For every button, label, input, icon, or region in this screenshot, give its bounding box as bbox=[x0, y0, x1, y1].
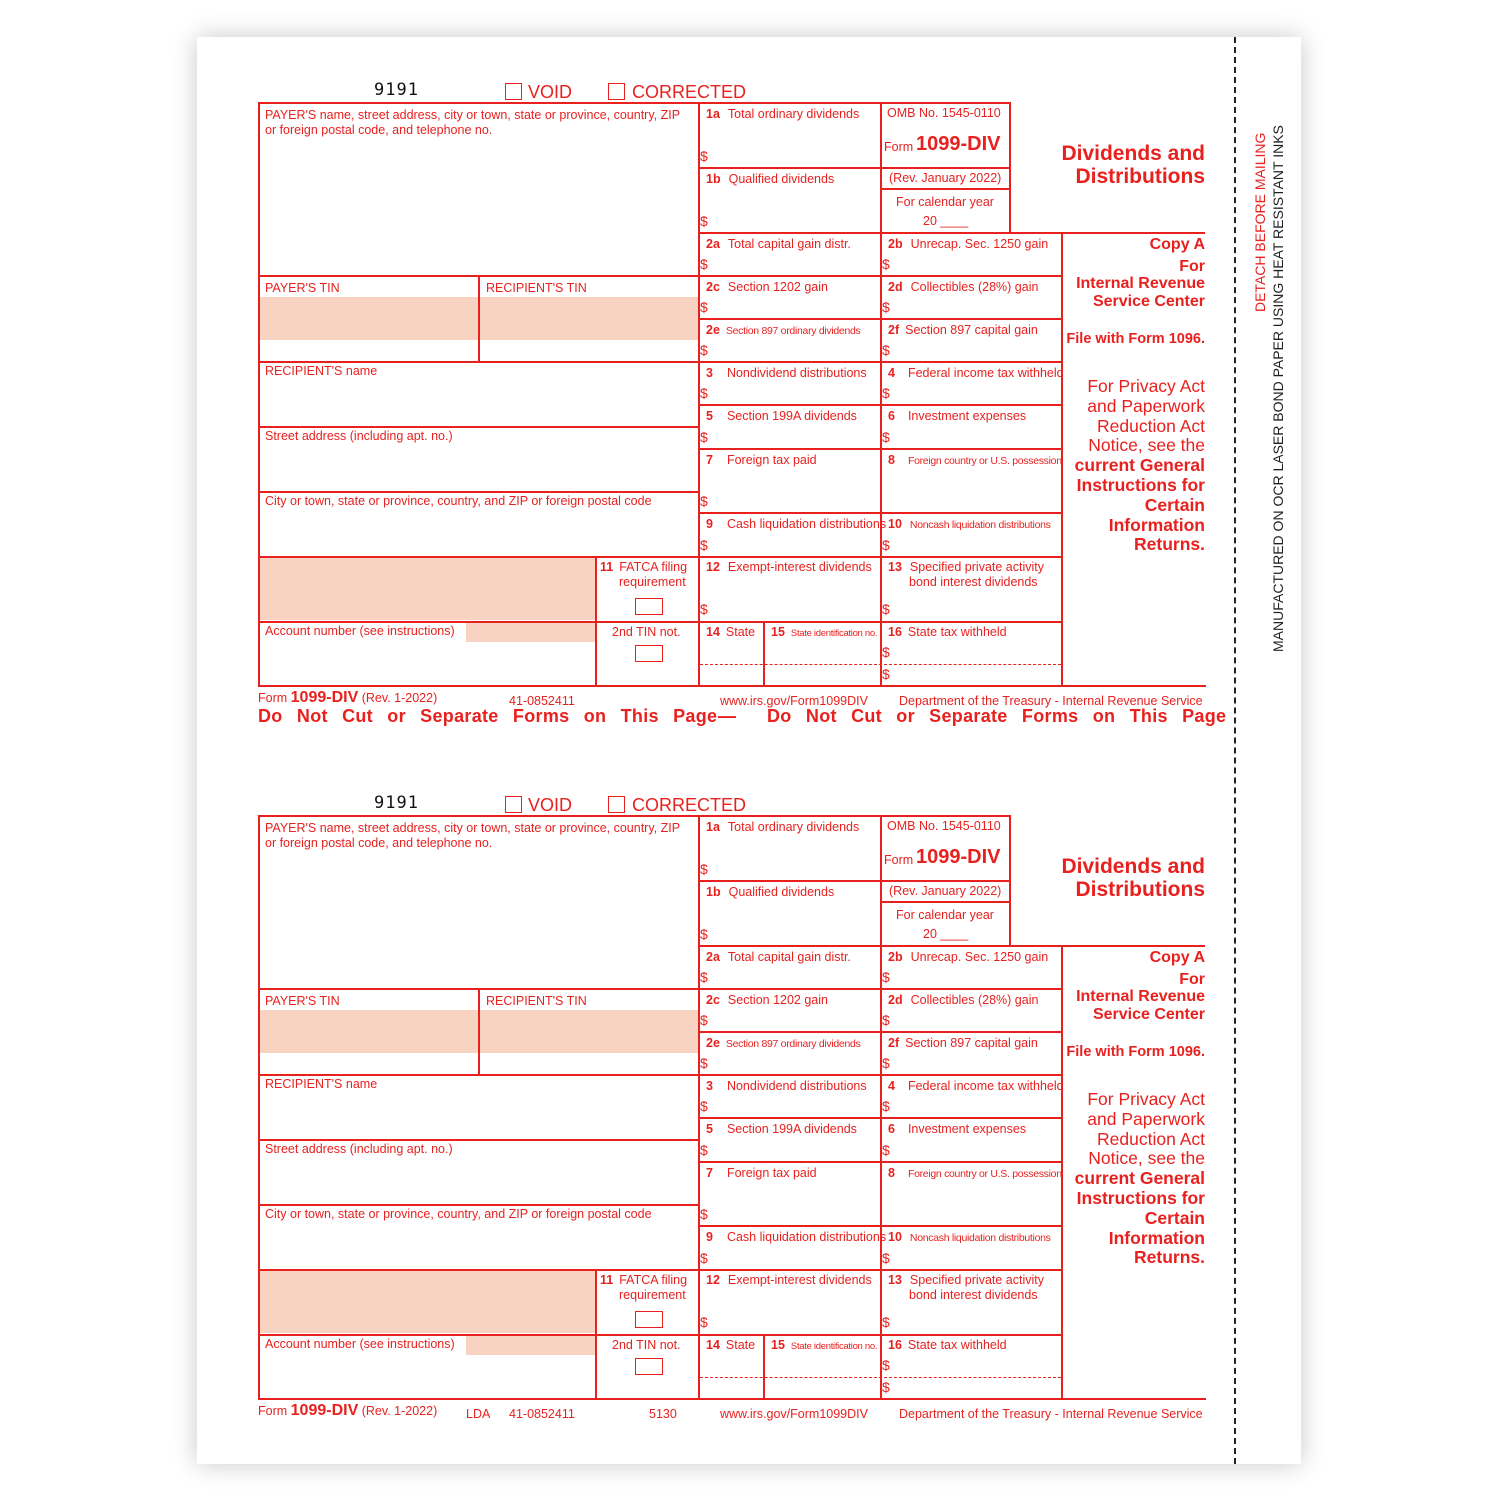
box-14-label: 14 State bbox=[706, 1338, 756, 1352]
box-15-label: 15 State identification no. bbox=[771, 625, 878, 639]
fatca-label-2: requirement bbox=[619, 1288, 686, 1302]
corrected-label: CORRECTED bbox=[632, 82, 747, 102]
footer-lda: LDA bbox=[466, 1407, 491, 1421]
void-checkbox[interactable] bbox=[505, 83, 522, 100]
box-3-dollar: $ bbox=[700, 1098, 708, 1114]
box-16-dollar: $ bbox=[882, 644, 890, 660]
tin-not-label: 2nd TIN not. bbox=[612, 625, 681, 639]
recipient-name-label: RECIPIENT'S name bbox=[265, 364, 378, 378]
payer-name-label-2: or foreign postal code, and telephone no. bbox=[265, 123, 493, 137]
box-13-label: 13 Specified private activity bbox=[888, 1273, 1044, 1287]
recipient-tin-label: RECIPIENT'S TIN bbox=[486, 994, 587, 1008]
form-title: Dividends and Distributions bbox=[1061, 142, 1205, 188]
box-2a-label: 2a Total capital gain distr. bbox=[706, 237, 851, 251]
box-2f-dollar: $ bbox=[882, 342, 890, 358]
box-12-dollar: $ bbox=[700, 1314, 708, 1330]
box-13-dollar: $ bbox=[882, 601, 890, 617]
omb-number: OMB No. 1545-0110 bbox=[887, 819, 1001, 833]
box-6-dollar: $ bbox=[882, 1142, 890, 1158]
box-2c-label: 2c Section 1202 gain bbox=[706, 993, 828, 1007]
box-7-dollar: $ bbox=[700, 1206, 708, 1222]
box-16-dollar-2: $ bbox=[882, 666, 890, 682]
box-9-dollar: $ bbox=[700, 1250, 708, 1266]
box-5-label: 5 Section 199A dividends bbox=[706, 1122, 857, 1136]
box-1a-dollar: $ bbox=[700, 861, 708, 877]
box-13-label-2: bond interest dividends bbox=[909, 575, 1038, 589]
detach-text: DETACH BEFORE MAILING bbox=[1252, 132, 1268, 312]
box-2f-label: 2f Section 897 capital gain bbox=[888, 1036, 1038, 1050]
privacy-notice: For Privacy Act and Paperwork Reduction Act Notice, see the current General Instructions for Certain Information Returns. bbox=[1074, 1089, 1205, 1268]
box-9-dollar: $ bbox=[700, 537, 708, 553]
form-copy-bottom bbox=[0, 713, 1500, 1433]
box-1b-dollar: $ bbox=[700, 926, 708, 942]
form-name: 1099-DIV bbox=[916, 846, 1001, 868]
box-4-dollar: $ bbox=[882, 1098, 890, 1114]
void-checkbox[interactable] bbox=[505, 796, 522, 813]
account-shade bbox=[466, 1335, 595, 1355]
payer-tin-shade bbox=[259, 297, 478, 340]
calendar-year-value: 20 ____ bbox=[923, 214, 969, 228]
separator-dash: — bbox=[718, 706, 737, 726]
box-5-dollar: $ bbox=[700, 1142, 708, 1158]
box-10-dollar: $ bbox=[882, 1250, 890, 1266]
footer-ein: 41-0852411 bbox=[509, 1407, 575, 1421]
city-label: City or town, state or province, country, and ZIP or foreign postal code bbox=[265, 1207, 652, 1221]
recipient-name-label: RECIPIENT'S name bbox=[265, 1077, 378, 1091]
box-3-label: 3 Nondividend distributions bbox=[706, 366, 867, 380]
box-9-label: 9 Cash liquidation distributions bbox=[706, 1230, 887, 1244]
box-2d-dollar: $ bbox=[882, 1012, 890, 1028]
box-3-dollar: $ bbox=[700, 385, 708, 401]
box-1a-label: 1a Total ordinary dividends bbox=[706, 820, 860, 834]
box-2d-label: 2d Collectibles (28%) gain bbox=[888, 280, 1039, 294]
separator-left: Do Not Cut or Separate Forms on This Page bbox=[258, 706, 718, 726]
box-16-label: 16 State tax withheld bbox=[888, 1338, 1007, 1352]
for-label: For bbox=[1179, 258, 1205, 275]
tin-not-checkbox[interactable] bbox=[635, 645, 663, 662]
box-2b-dollar: $ bbox=[882, 256, 890, 272]
box-5-label: 5 Section 199A dividends bbox=[706, 409, 857, 423]
box-8-label: 8 Foreign country or U.S. possession bbox=[888, 1166, 1062, 1180]
fatca-label: 11 FATCA filing bbox=[600, 1273, 688, 1287]
box-6-label: 6 Investment expenses bbox=[888, 1122, 1027, 1136]
corrected-checkbox[interactable] bbox=[608, 83, 625, 100]
box-5-dollar: $ bbox=[700, 429, 708, 445]
footer-url: www.irs.gov/Form1099DIV bbox=[720, 694, 868, 708]
box-16-dollar: $ bbox=[882, 1357, 890, 1373]
box-14-label: 14 State bbox=[706, 625, 756, 639]
for-label: For bbox=[1179, 971, 1205, 988]
box-12-label: 12 Exempt-interest dividends bbox=[706, 560, 872, 574]
street-address-label: Street address (including apt. no.) bbox=[265, 429, 453, 443]
box-8-label: 8 Foreign country or U.S. possession bbox=[888, 453, 1062, 467]
corrected-checkbox[interactable] bbox=[608, 796, 625, 813]
account-number-label: Account number (see instructions) bbox=[265, 624, 455, 638]
form-word: Form bbox=[884, 140, 914, 154]
payer-tin-label: PAYER'S TIN bbox=[265, 281, 340, 295]
box-2d-dollar: $ bbox=[882, 299, 890, 315]
payer-name-label: PAYER'S name, street address, city or town, state or province, country, ZIP bbox=[265, 108, 681, 122]
box-12-dollar: $ bbox=[700, 601, 708, 617]
recipient-tin-label: RECIPIENT'S TIN bbox=[486, 281, 587, 295]
recipient-tin-shade bbox=[480, 1010, 698, 1053]
footer-dept: Department of the Treasury - Internal Revenue Service bbox=[899, 694, 1203, 708]
box-1b-label: 1b Qualified dividends bbox=[706, 172, 835, 186]
calendar-year-label: For calendar year bbox=[896, 908, 994, 922]
footer-5130: 5130 bbox=[649, 1407, 677, 1421]
box-10-label: 10 Noncash liquidation distributions bbox=[888, 1230, 1051, 1244]
box-2b-dollar: $ bbox=[882, 969, 890, 985]
calendar-year-value: 20 ____ bbox=[923, 927, 969, 941]
form-code: 9191 bbox=[374, 80, 419, 100]
tin-not-checkbox[interactable] bbox=[635, 1358, 663, 1375]
copy-a-label: Copy A bbox=[1149, 236, 1205, 253]
payer-name-label-2: or foreign postal code, and telephone no. bbox=[265, 836, 493, 850]
box-13-label: 13 Specified private activity bbox=[888, 560, 1044, 574]
box-10-label: 10 Noncash liquidation distributions bbox=[888, 517, 1051, 531]
void-label: VOID bbox=[528, 795, 573, 815]
fatca-label-2: requirement bbox=[619, 575, 686, 589]
irs-center: Internal Revenue Service Center bbox=[1076, 988, 1205, 1023]
fatca-label: 11 FATCA filing bbox=[600, 560, 688, 574]
box-9-label: 9 Cash liquidation distributions bbox=[706, 517, 887, 531]
fatca-shade bbox=[259, 1270, 595, 1333]
copy-a-label: Copy A bbox=[1149, 949, 1205, 966]
payer-name-label: PAYER'S name, street address, city or town, state or province, country, ZIP bbox=[265, 821, 681, 835]
account-shade bbox=[466, 622, 595, 642]
file-with-label: File with Form 1096. bbox=[1066, 1044, 1205, 1060]
box-7-dollar: $ bbox=[700, 493, 708, 509]
box-7-label: 7 Foreign tax paid bbox=[706, 1166, 817, 1180]
footer-url: www.irs.gov/Form1099DIV bbox=[720, 1407, 868, 1421]
privacy-notice: For Privacy Act and Paperwork Reduction Act Notice, see the current General Instructions for Certain Information Returns. bbox=[1074, 376, 1205, 555]
box-2b-label: 2b Unrecap. Sec. 1250 gain bbox=[888, 950, 1049, 964]
box-4-label: 4 Federal income tax withheld bbox=[888, 1079, 1064, 1093]
box-1b-label: 1b Qualified dividends bbox=[706, 885, 835, 899]
manufactured-text: MANUFACTURED ON OCR LASER BOND PAPER USING HEAT RESISTANT INKS bbox=[1270, 125, 1286, 652]
void-label: VOID bbox=[528, 82, 573, 102]
omb-number: OMB No. 1545-0110 bbox=[887, 106, 1001, 120]
box-6-label: 6 Investment expenses bbox=[888, 409, 1027, 423]
box-2f-dollar: $ bbox=[882, 1055, 890, 1071]
city-label: City or town, state or province, country, and ZIP or foreign postal code bbox=[265, 494, 652, 508]
fatca-checkbox[interactable] bbox=[635, 1311, 663, 1328]
box-1b-dollar: $ bbox=[700, 213, 708, 229]
form-word: Form bbox=[884, 853, 914, 867]
box-6-dollar: $ bbox=[882, 429, 890, 445]
box-4-dollar: $ bbox=[882, 385, 890, 401]
box-2d-label: 2d Collectibles (28%) gain bbox=[888, 993, 1039, 1007]
fatca-checkbox[interactable] bbox=[635, 598, 663, 615]
corrected-label: CORRECTED bbox=[632, 795, 747, 815]
box-15-label: 15 State identification no. bbox=[771, 1338, 878, 1352]
box-16-dollar-2: $ bbox=[882, 1379, 890, 1395]
payer-tin-shade bbox=[259, 1010, 478, 1053]
payer-name-field[interactable] bbox=[260, 853, 696, 986]
box-2c-dollar: $ bbox=[700, 1012, 708, 1028]
footer-form-id: Form 1099-DIV (Rev. 1-2022) bbox=[258, 689, 438, 706]
tin-not-label: 2nd TIN not. bbox=[612, 1338, 681, 1352]
footer-form-id: Form 1099-DIV (Rev. 1-2022) bbox=[258, 1402, 438, 1419]
box-2e-label: 2e Section 897 ordinary dividends bbox=[706, 1036, 861, 1050]
box-7-label: 7 Foreign tax paid bbox=[706, 453, 817, 467]
fatca-shade bbox=[259, 557, 595, 620]
box-2b-label: 2b Unrecap. Sec. 1250 gain bbox=[888, 237, 1049, 251]
payer-tin-label: PAYER'S TIN bbox=[265, 994, 340, 1008]
box-2c-dollar: $ bbox=[700, 299, 708, 315]
box-1a-dollar: $ bbox=[700, 148, 708, 164]
account-number-label: Account number (see instructions) bbox=[265, 1337, 455, 1351]
rev-date: (Rev. January 2022) bbox=[889, 884, 1002, 898]
file-with-label: File with Form 1096. bbox=[1066, 331, 1205, 347]
form-name: 1099-DIV bbox=[916, 133, 1001, 155]
box-13-label-2: bond interest dividends bbox=[909, 1288, 1038, 1302]
box-12-label: 12 Exempt-interest dividends bbox=[706, 1273, 872, 1287]
footer-ein: 41-0852411 bbox=[509, 694, 575, 708]
calendar-year-label: For calendar year bbox=[896, 195, 994, 209]
irs-center: Internal Revenue Service Center bbox=[1076, 275, 1205, 310]
box-2a-dollar: $ bbox=[700, 969, 708, 985]
box-10-dollar: $ bbox=[882, 537, 890, 553]
footer-dept: Department of the Treasury - Internal Revenue Service bbox=[899, 1407, 1203, 1421]
form-title: Dividends and Distributions bbox=[1061, 855, 1205, 901]
rev-date: (Rev. January 2022) bbox=[889, 171, 1002, 185]
box-2e-dollar: $ bbox=[700, 342, 708, 358]
box-2a-dollar: $ bbox=[700, 256, 708, 272]
box-16-label: 16 State tax withheld bbox=[888, 625, 1007, 639]
box-2e-dollar: $ bbox=[700, 1055, 708, 1071]
box-2c-label: 2c Section 1202 gain bbox=[706, 280, 828, 294]
box-13-dollar: $ bbox=[882, 1314, 890, 1330]
recipient-tin-shade bbox=[480, 297, 698, 340]
box-2a-label: 2a Total capital gain distr. bbox=[706, 950, 851, 964]
street-address-label: Street address (including apt. no.) bbox=[265, 1142, 453, 1156]
form-code: 9191 bbox=[374, 793, 419, 813]
form-copy-top bbox=[0, 0, 1500, 720]
box-1a-label: 1a Total ordinary dividends bbox=[706, 107, 860, 121]
separator-right: Do Not Cut or Separate Forms on This Page bbox=[767, 706, 1227, 726]
payer-name-field[interactable] bbox=[260, 140, 696, 273]
box-4-label: 4 Federal income tax withheld bbox=[888, 366, 1064, 380]
box-2e-label: 2e Section 897 ordinary dividends bbox=[706, 323, 861, 337]
box-3-label: 3 Nondividend distributions bbox=[706, 1079, 867, 1093]
box-2f-label: 2f Section 897 capital gain bbox=[888, 323, 1038, 337]
